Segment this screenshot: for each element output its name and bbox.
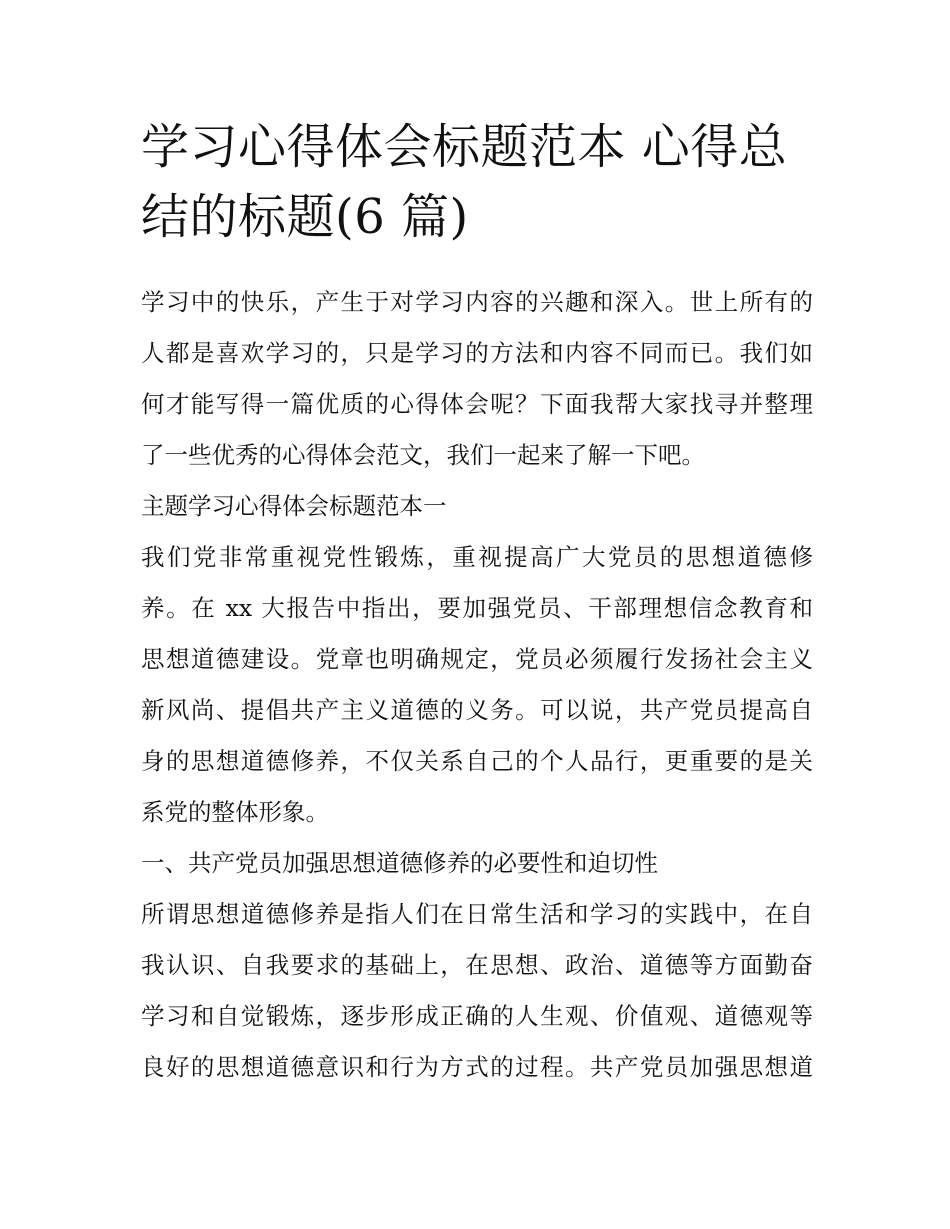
text-line: 身的思想道德修养，不仅关系自己的个人品行，更重要的是关: [141, 747, 813, 775]
text-line: 学习和自觉锻炼，逐步形成正确的人生观、价值观、道德观等: [141, 1002, 813, 1030]
section-heading-2: [141, 838, 813, 889]
body-paragraph-1: [141, 532, 813, 838]
intro-paragraph: [141, 277, 813, 481]
text-line: 学习中的快乐，产生于对学习内容的兴趣和深入。世上所有的: [141, 288, 813, 316]
text-line: 了一些优秀的心得体会范文，我们一起来了解一下吧。: [141, 441, 705, 469]
title-line-1: 学习心得体会标题范本 心得总: [141, 119, 788, 175]
text-line: 我们党非常重视党性锻炼，重视提高广大党员的思想道德修: [141, 543, 813, 571]
text-line: 新风尚、提倡共产主义道德的义务。可以说，共产党员提高自: [141, 696, 813, 724]
text-line: 人都是喜欢学习的，只是学习的方法和内容不同而已。我们如: [141, 339, 813, 367]
document-title: [141, 112, 821, 252]
text-line: 一、共产党员加强思想道德修养的必要性和迫切性: [141, 849, 658, 877]
text-line: 我认识、自我要求的基础上，在思想、政治、道德等方面勤奋: [141, 951, 813, 979]
text-line: 主题学习心得体会标题范本一: [141, 492, 447, 520]
text-line: 思想道德建设。党章也明确规定，党员必须履行发扬社会主义: [141, 645, 813, 673]
section-heading-1: [141, 481, 813, 532]
text-line: 所谓思想道德修养是指人们在日常生活和学习的实践中，在自: [141, 900, 813, 928]
text-line: 系党的整体形象。: [141, 798, 329, 826]
text-line: 良好的思想道德意识和行为方式的过程。共产党员加强思想道: [141, 1053, 813, 1081]
body-paragraph-2: [141, 889, 813, 1093]
text-line: 何才能写得一篇优质的心得体会呢？下面我帮大家找寻并整理: [141, 390, 813, 418]
text-line: 养。在 xx 大报告中指出，要加强党员、干部理想信念教育和: [141, 594, 813, 622]
title-line-2: 结的标题(6 篇): [141, 189, 469, 245]
